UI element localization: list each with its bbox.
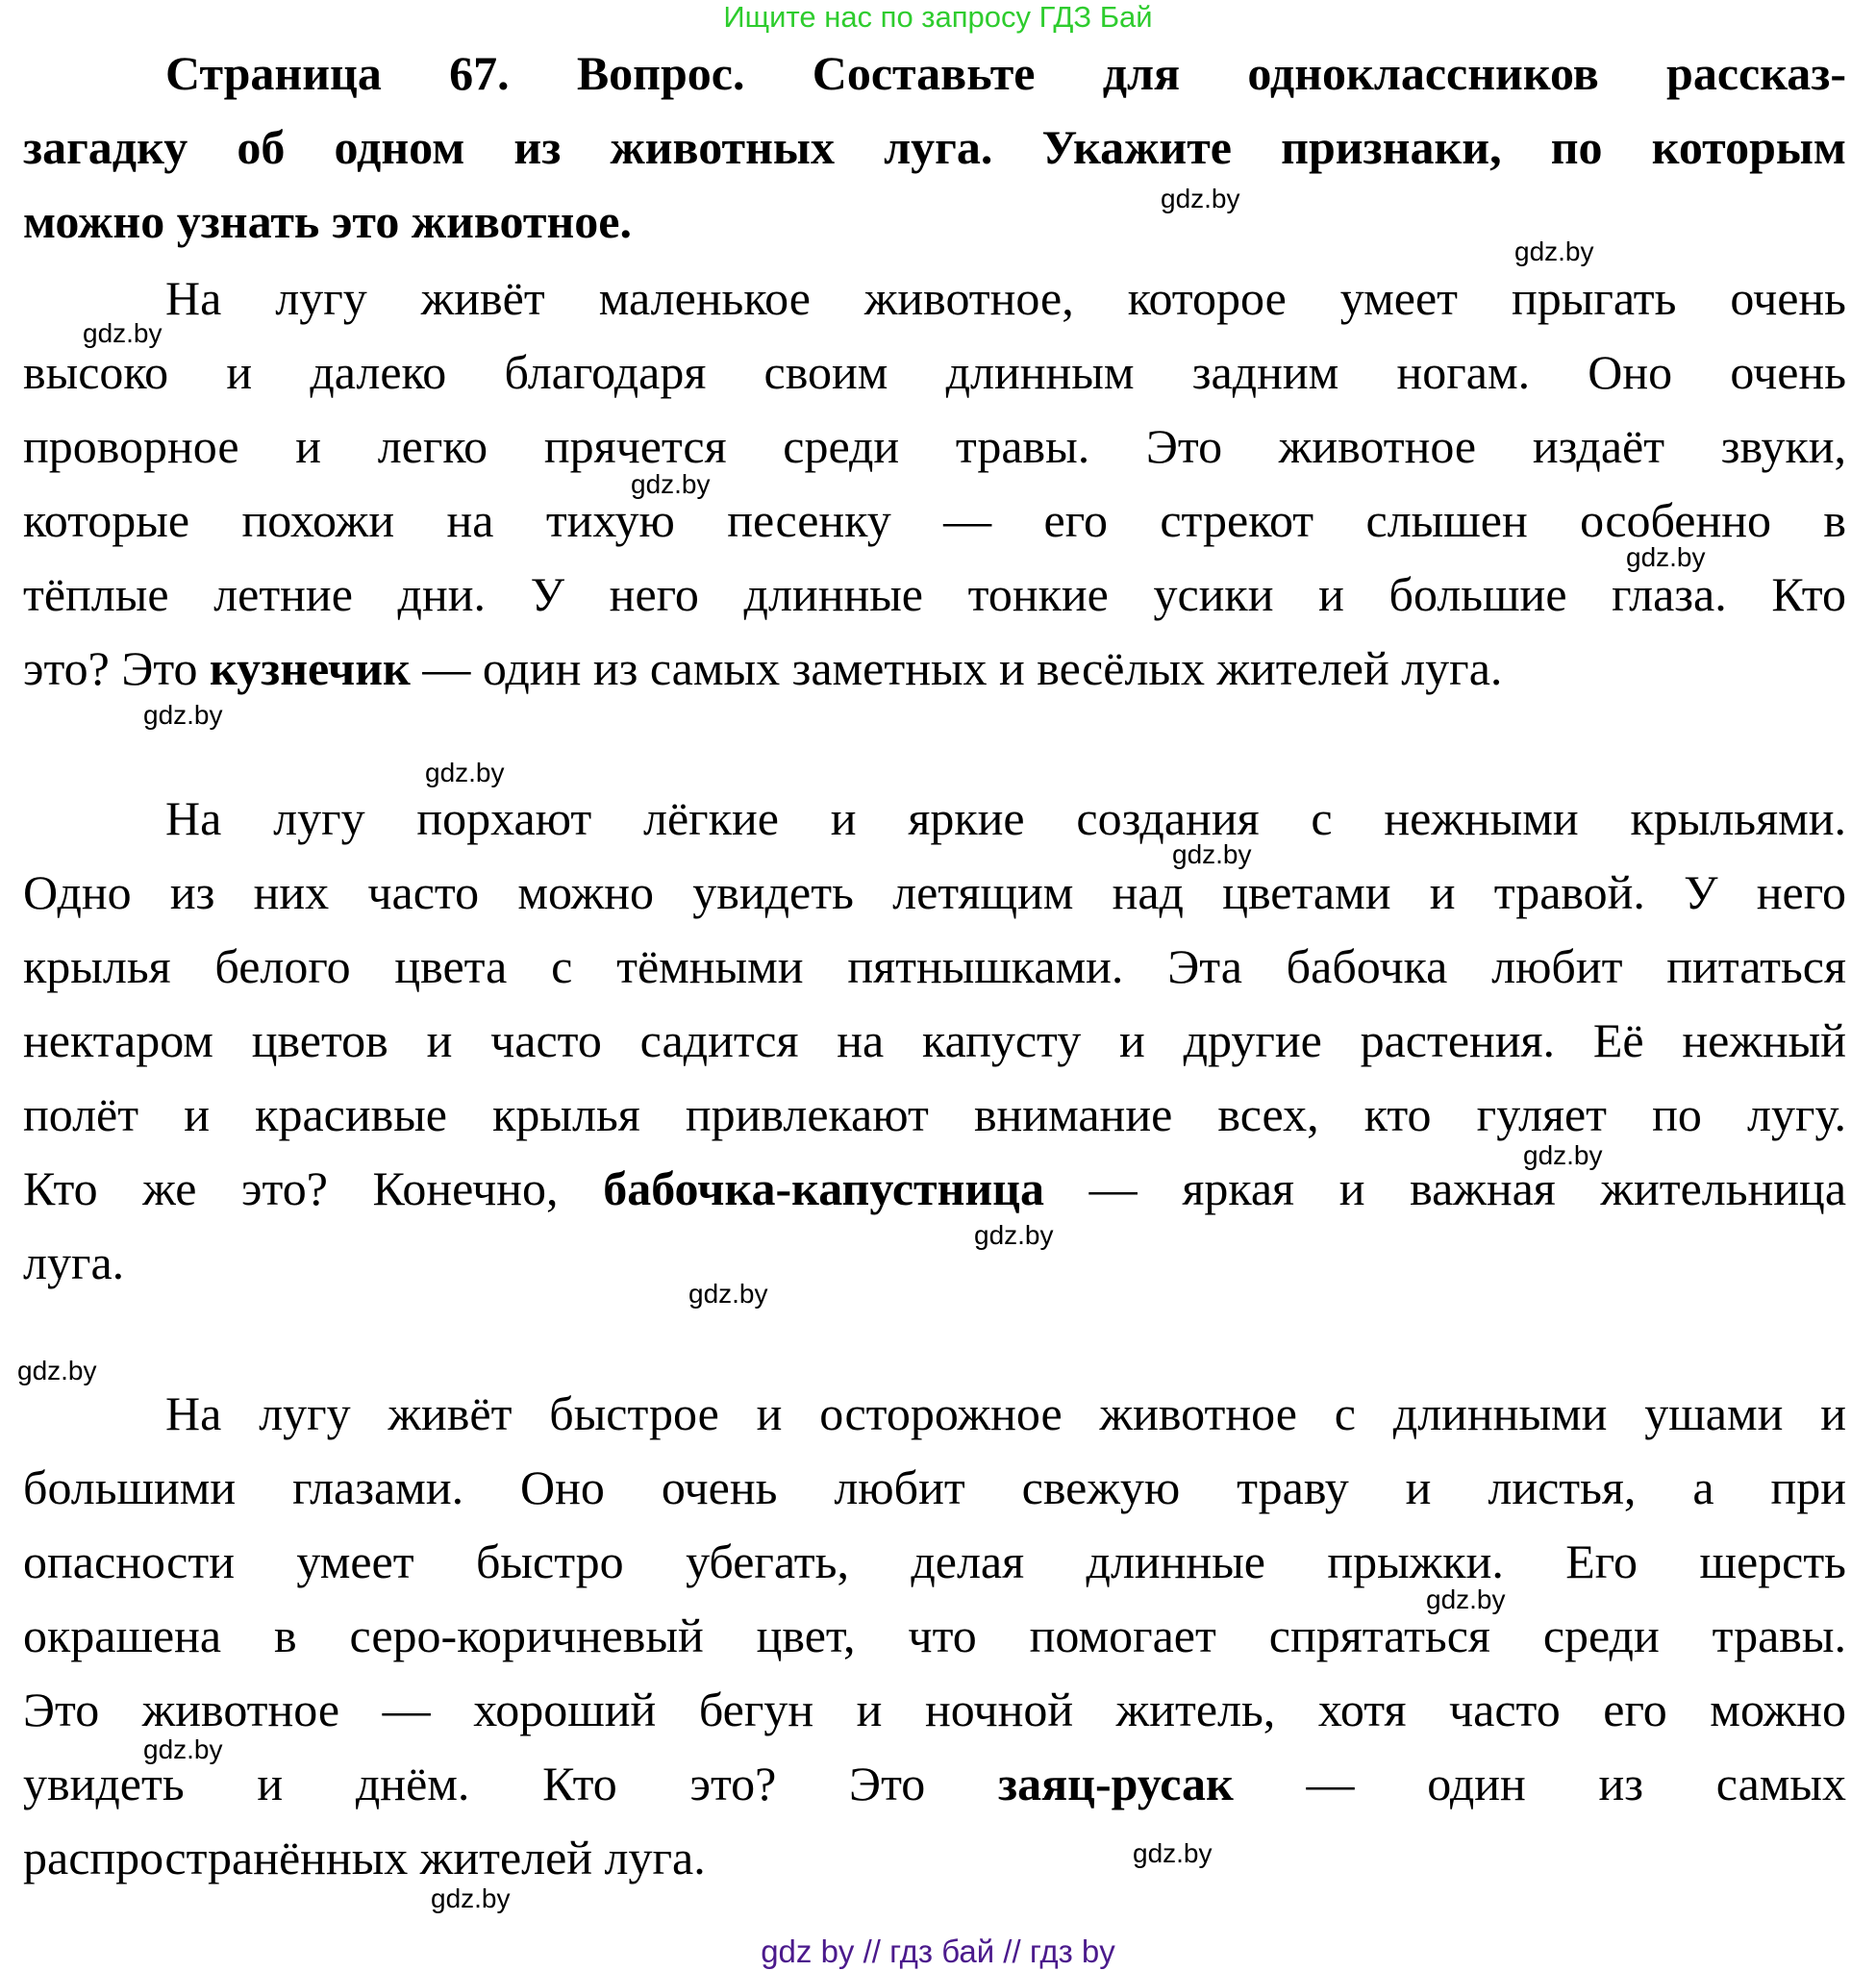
watermark: gdz.by xyxy=(1161,184,1240,213)
text-line xyxy=(23,1226,1846,1300)
text-segment: опасности умеет быстро убегать, делая длинные прыжки. Его шерсть xyxy=(23,1534,1846,1588)
watermark: gdz.by xyxy=(631,469,711,499)
text-line xyxy=(23,1451,1846,1525)
footer-links[interactable]: gdz by // гдз бай // гдз by xyxy=(761,1934,1115,1969)
text-segment: окрашена в серо-коричневый цвет, что помогает спрятаться среди травы. xyxy=(23,1609,1846,1662)
text-segment: луга. xyxy=(23,1235,125,1289)
text-segment: Страница 67. Вопрос. Составьте для одноклассников рассказ- xyxy=(165,46,1846,100)
text-line xyxy=(23,632,1846,706)
answer-paragraph-hare xyxy=(23,1377,1846,1895)
watermark: gdz.by xyxy=(143,1734,223,1764)
text-line xyxy=(23,930,1846,1004)
watermark: gdz.by xyxy=(143,700,223,730)
watermark: gdz.by xyxy=(1514,237,1594,266)
text-segment: большими глазами. Оно очень любит свежую траву и листья, а при xyxy=(23,1460,1846,1514)
text-line xyxy=(23,856,1846,930)
text-segment: На лугу живёт маленькое животное, которое умеет прыгать очень xyxy=(165,271,1846,325)
text-line xyxy=(23,484,1846,558)
text-segment: Кто же это? Конечно, xyxy=(23,1161,604,1215)
text-segment: нектаром цветов и часто садится на капусту и другие растения. Её нежный xyxy=(23,1013,1846,1067)
text-segment: На лугу порхают лёгкие и яркие создания с нежными крыльями. xyxy=(165,791,1846,845)
text-segment: Это животное — хороший бегун и ночной житель, хотя часто его можно xyxy=(23,1683,1846,1736)
watermark: gdz.by xyxy=(431,1884,511,1913)
text-segment: это? Это xyxy=(23,641,211,695)
text-segment: — один из самых заметных и весёлых жителей луга. xyxy=(410,641,1503,695)
text-segment: увидеть и днём. Кто это? Это xyxy=(23,1757,998,1810)
watermark: gdz.by xyxy=(1133,1838,1213,1868)
text-segment: распространённых жителей луга. xyxy=(23,1831,706,1884)
text-line xyxy=(23,1599,1846,1673)
watermark: gdz.by xyxy=(688,1279,768,1309)
text-line xyxy=(23,782,1846,856)
text-line xyxy=(23,1673,1846,1747)
text-line xyxy=(23,410,1846,484)
text-segment: Одно из них часто можно увидеть летящим над цветами и травой. У него xyxy=(23,865,1846,919)
watermark: gdz.by xyxy=(1523,1140,1603,1170)
text-line xyxy=(23,1525,1846,1599)
text-line xyxy=(23,1377,1846,1451)
text-segment: загадку об одном из животных луга. Укажите признаки, по которым xyxy=(23,120,1846,174)
watermark: gdz.by xyxy=(1426,1584,1506,1614)
text-segment: тёплые летние дни. У него длинные тонкие усики и большие глаза. Кто xyxy=(23,567,1846,621)
watermark: gdz.by xyxy=(425,758,505,787)
text-segment: На лугу живёт быстрое и осторожное животное с длинными ушами и xyxy=(165,1386,1846,1440)
text-segment: можно узнать это животное. xyxy=(23,194,632,248)
text-line xyxy=(23,558,1846,632)
text-line xyxy=(23,262,1846,336)
text-segment: которые похожи на тихую песенку — его стрекот слышен особенно в xyxy=(23,493,1846,547)
text-segment: высоко и далеко благодаря своим длинным задним ногам. Оно очень xyxy=(23,345,1846,399)
text-segment: крылья белого цвета с тёмными пятнышками. Эта бабочка любит питаться xyxy=(23,939,1846,993)
watermark: gdz.by xyxy=(1626,542,1706,572)
answer-paragraph-butterfly xyxy=(23,782,1846,1300)
text-line xyxy=(23,1004,1846,1078)
text-line xyxy=(23,1821,1846,1895)
watermark: gdz.by xyxy=(1172,839,1252,869)
answer-keyword: бабочка-капустница xyxy=(603,1161,1044,1215)
text-line xyxy=(23,1747,1846,1821)
text-line xyxy=(23,111,1846,185)
text-line xyxy=(23,37,1846,111)
watermark: gdz.by xyxy=(83,318,163,348)
text-segment: полёт и красивые крылья привлекают внимание всех, кто гуляет по лугу. xyxy=(23,1087,1846,1141)
promo-header: Ищите нас по запросу ГДЗ Бай xyxy=(723,0,1153,34)
text-line xyxy=(23,336,1846,410)
answer-keyword: кузнечик xyxy=(210,641,411,695)
text-segment: — яркая и важная жительница xyxy=(1044,1161,1847,1215)
text-segment: — один из самых xyxy=(1233,1757,1846,1810)
watermark: gdz.by xyxy=(974,1220,1054,1250)
answer-paragraph-grasshopper xyxy=(23,262,1846,706)
question-title xyxy=(23,37,1846,259)
answer-keyword: заяц-русак xyxy=(998,1757,1234,1810)
text-segment: проворное и легко прячется среди травы. Это животное издаёт звуки, xyxy=(23,419,1846,473)
watermark: gdz.by xyxy=(17,1356,97,1385)
